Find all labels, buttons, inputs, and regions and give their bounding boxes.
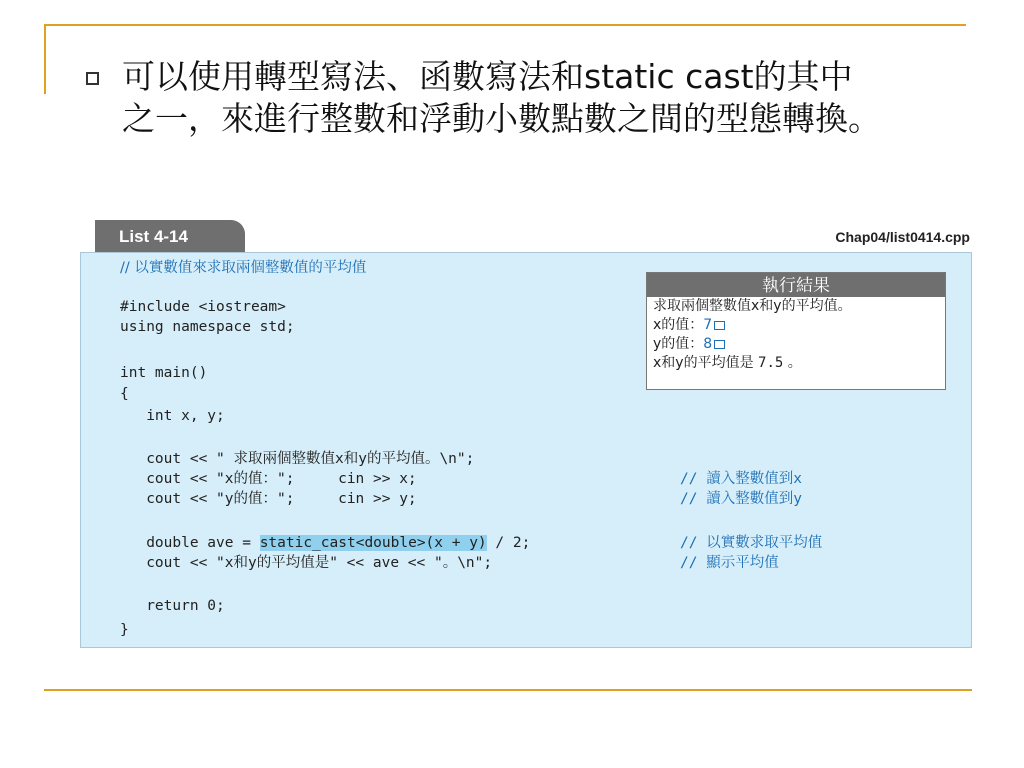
listing-filename: Chap04/list0414.cpp bbox=[835, 229, 970, 245]
code-comment: // 讀入整數值到x bbox=[680, 471, 802, 487]
result-end: 。 bbox=[787, 355, 802, 371]
code-line: using namespace std; bbox=[120, 319, 295, 335]
slide-title bbox=[122, 56, 982, 140]
result-line bbox=[647, 354, 945, 373]
code-line: cout << "y的值："; cin >> y; bbox=[120, 491, 417, 507]
code-line: int x, y; bbox=[120, 408, 225, 424]
code-comment: // 讀入整數值到y bbox=[680, 491, 802, 507]
result-box bbox=[646, 272, 946, 390]
code-comment: // 以實數求取平均值 bbox=[680, 535, 823, 551]
code-segment: double ave = bbox=[120, 535, 260, 551]
result-value: 7.5 bbox=[758, 355, 784, 371]
result-title: 執行結果 bbox=[647, 273, 945, 297]
enter-icon bbox=[714, 321, 725, 330]
result-value: 8 bbox=[703, 336, 713, 352]
result-line: 求取兩個整數值x和y的平均值。 bbox=[653, 298, 852, 314]
result-line bbox=[647, 335, 945, 354]
code-line: { bbox=[120, 386, 129, 402]
bullet-icon bbox=[86, 72, 99, 85]
code-line: cout << " 求取兩個整數值x和y的平均值。\n"; bbox=[120, 451, 475, 467]
static-cast-highlight: static_cast<double>(x + y) bbox=[259, 535, 487, 551]
code-line: cout << "x的值："; cin >> x; bbox=[120, 471, 417, 487]
result-line bbox=[647, 316, 945, 335]
title-line-2: 之一，來進行整數和浮動小數點數之間的型態轉換。 bbox=[122, 99, 881, 138]
result-label: x的值： bbox=[653, 317, 704, 333]
code-line: #include <iostream> bbox=[120, 299, 286, 315]
code-header-comment: // 以實數值來求取兩個整數值的平均值 bbox=[120, 260, 367, 276]
bottom-rule bbox=[44, 689, 972, 691]
code-segment: / 2; bbox=[486, 535, 531, 551]
top-rule bbox=[44, 24, 966, 26]
code-line: } bbox=[120, 622, 129, 638]
result-label: y的值： bbox=[653, 336, 704, 352]
left-rule bbox=[44, 24, 46, 94]
result-label: x和y的平均值是 bbox=[653, 355, 754, 371]
result-value: 7 bbox=[703, 317, 713, 333]
title-line-1: 可以使用轉型寫法、函數寫法和static cast的其中 bbox=[122, 57, 853, 96]
listing-label: List 4-14 bbox=[119, 227, 188, 246]
code-line: return 0; bbox=[120, 598, 225, 614]
code-line: cout << "x和y的平均值是" << ave << "。\n"; bbox=[120, 555, 493, 571]
enter-icon bbox=[714, 340, 725, 349]
code-line bbox=[120, 533, 530, 553]
code-line: int main() bbox=[120, 365, 208, 381]
code-comment: // 顯示平均值 bbox=[680, 555, 779, 571]
